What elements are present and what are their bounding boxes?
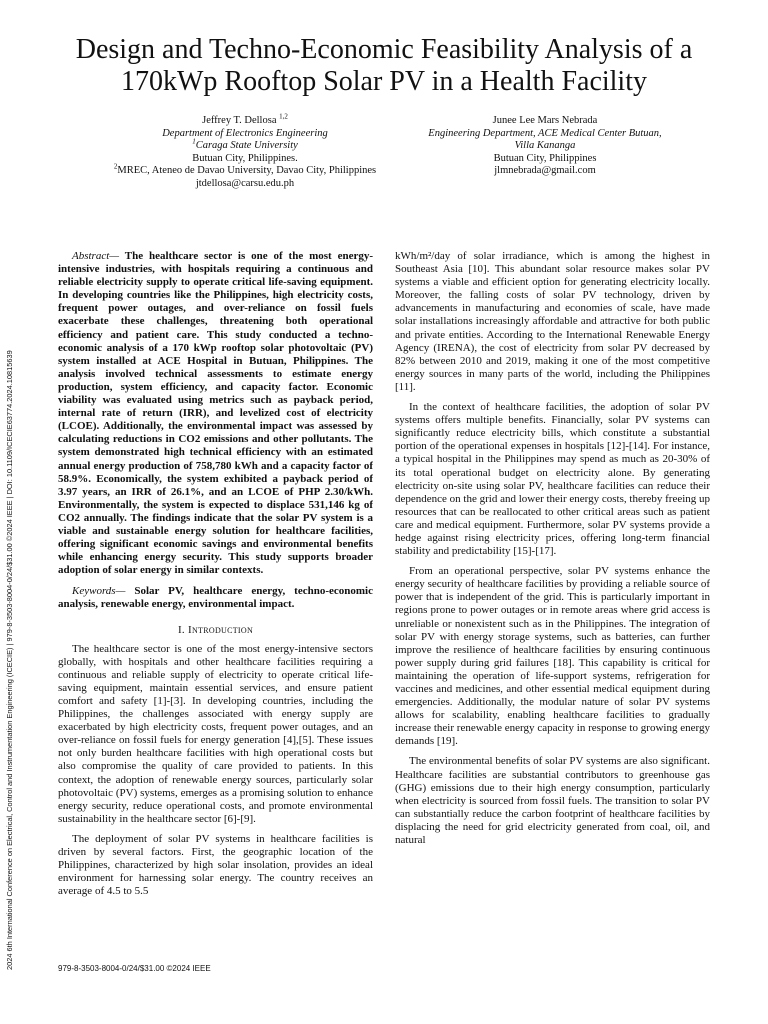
body-paragraph: The deployment of solar PV systems in healthcare facilities is driven by several factors. First, the geographic location of the Philippines, characterized by high solar insolation, provides an ideal environment for harnessing solar energy. The country receives an average of 4.5 to 5.5 bbox=[58, 832, 373, 898]
body-paragraph: The healthcare sector is one of the most energy-intensive sectors globally, with hospitals and other healthcare facilities requiring a continuous and reliable supply of electricity to operate critical life-saving equipment, maintain essential services, and ensure patient comfort and safety [1]-[3]. In developing countries, including the Philippines, the challenges associated with energy supply are exacerbated by high electricity costs, frequent power outages, and an over-reliance on fossil fuels for energy generation [4],[5]. These issues not only burden healthcare facilities with high operational costs but also compromise the quality of care provided to patients. In this context, the adoption of renewable energy sources, particularly solar photovoltaic (PV) systems, emerges as a promising solution to enhance energy security, reduce operational costs, and promote environmental sustainability in the healthcare sector [6]-[9]. bbox=[58, 642, 373, 825]
author-affiliation: Engineering Department, ACE Medical Center Butuan, bbox=[428, 127, 662, 139]
author-block-2 bbox=[400, 115, 690, 178]
body-paragraph: From an operational perspective, solar PV systems enhance the energy security of healthcare facilities by providing a reliable source of power that is independent of the grid. This is particularly important in regions prone to power outages or in remote areas where grid access is unreliable or nonexistent such as in the Philippines. The integration of solar PV with energy storage systems, such as batteries, can further improve the resilience of healthcare facilities by ensuring continuous power supply during grid failures [18]. This capability is critical for maintaining the operation of life-support systems, refrigeration for vaccines and medicines, and other essential medical equipment during emergencies. Additionally, the modular nature of solar PV systems allows for scalability, enabling healthcare facilities to gradually increase their renewable energy capacity in response to growing energy demands [19]. bbox=[395, 565, 710, 748]
right-column bbox=[395, 250, 710, 940]
author-email: jlmnebrada@gmail.com bbox=[494, 165, 596, 176]
author-name: Jeffrey T. Dellosa $^{1,2}$ bbox=[202, 112, 288, 126]
section-heading-introduction: I. Introduction bbox=[177, 623, 254, 636]
page-footer: 979-8-3503-8004-0/24/$31.00 ©2024 IEEE bbox=[58, 964, 211, 973]
abstract: Abstract— The healthcare sector is one of the most energy-intensive industries, with hospitals requiring a continuous and reliable electricity supply to operate critical life-saving equipment. In developing countries like the Philippines, high electricity costs, frequent power outages, and over-reliance on fossil fuels exacerbate these challenges, threatening both operational efficiency and patient care. This study conducted a techno-economic analysis of a 170 kWp rooftop solar photovoltaic (PV) system installed at ACE Hospital in Butuan, Philippines. The analysis involved technical assessments to estimate energy production, system efficiency, and capacity factor. Economic viability was evaluated using metrics such as payback period, internal rate of return (IRR), and levelized cost of electricity (LCOE). Additionally, the environmental impact was assessed by calculating reductions in CO2 emissions and other pollutants. The system demonstrated high technical efficiency with an estimated annual energy production of 758,780 kWh and a capacity factor of 58.9%. Economically, the system exhibited a payback period of 3.97 years, an IRR of 26.1%, and an LCOE of PHP 2.30/kWh. Environmentally, the system is expected to displace 531,146 kg of CO2 annually. The findings indicate that the solar PV system is a viable and sustainable energy solution for healthcare facilities, offering significant economic savings and environmental benefits while enhancing energy security. This study supports broader adoption of solar energy in similar contexts. bbox=[58, 250, 373, 577]
body-paragraph: In the context of healthcare facilities, the adoption of solar PV systems offers multiple benefits. Financially, solar PV systems can significantly reduce electricity bills, which constitute a substantial portion of the operational expenses in hospitals [12]-[14]. For instance, a typical hospital in the Philippines may spend as much as 20-30% of its total operational budget on electricity alone. By generating electricity on-site using solar PV, healthcare facilities can reduce their dependence on the grid and lower their energy costs, thereby freeing up resources that can be reallocated to other critical areas such as patient care and medical equipment. Furthermore, solar PV systems provide a hedge against rising electricity prices, offering long-term financial stability and predictability [15]-[17]. bbox=[395, 401, 710, 558]
sidebar-citation bbox=[3, 200, 17, 970]
author-affiliation: $^2$MREC, Ateneo de Davao University, Davao City, Philippines bbox=[113, 162, 377, 176]
author-location: Butuan City, Philippines bbox=[493, 152, 597, 164]
keywords: Keywords— Solar PV, healthcare energy, techno-economic analysis, renewable energy, environmental impact. bbox=[58, 585, 373, 611]
paper-title: Design and Techno-Economic Feasibility Analysis of a 170kWp Rooftop Solar PV in a Health Facility bbox=[75, 34, 693, 97]
author-affiliation: $^1$Caraga State University bbox=[192, 137, 298, 151]
author-affiliation: Department of Electronics Engineering bbox=[162, 127, 328, 139]
author-affiliation: Villa Kananga bbox=[514, 140, 576, 151]
author-email: jtdellosa@carsu.edu.ph bbox=[195, 177, 295, 189]
body-paragraph: The environmental benefits of solar PV systems are also significant. Healthcare facilities are substantial contributors to greenhouse gas (GHG) emissions due to their high energy consumption, particularly when electricity is sourced from fossil fuels. The transition to solar PV can substantially reduce the carbon footprint of healthcare facilities by displacing the need for grid electricity generated from coal, oil, and natural bbox=[395, 755, 710, 847]
author-name: Junee Lee Mars Nebrada bbox=[492, 115, 598, 126]
author-location: Butuan City, Philippines. bbox=[192, 152, 298, 164]
left-column bbox=[58, 250, 373, 940]
sidebar-citation-text: 2024 6th International Conference on Electrical, Control and Instrumentation Engineering (ICECIE) | 979-8-3503-8004-0/24/$31.00 ©2024 IEEE | DOI: 10.1109/ICECIE63774.2024.10815639 bbox=[5, 350, 14, 970]
body-paragraph: kWh/m²/day of solar irradiance, which is among the highest in Southeast Asia [10]. This abundant solar resource makes solar PV systems a viable and efficient option for generating electricity locally. Moreover, the falling costs of solar PV technology, driven by advancements in manufacturing and economies of scale, have made solar installations increasingly affordable and attractive for both public and private entities. According to the International Renewable Energy Agency (IRENA), the cost of electricity from solar PV decreased by 82% between 2010 and 2019, making it one of the most competitive energy sources in many parts of the world, including the Philippines [11]. bbox=[395, 250, 710, 393]
author-block-1 bbox=[80, 112, 410, 190]
